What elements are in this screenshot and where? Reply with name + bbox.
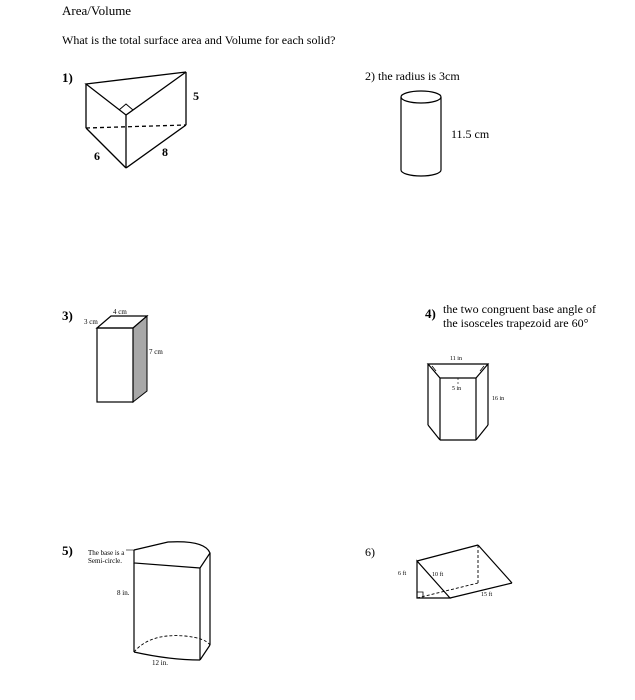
cylinder-height-label: 11.5 cm (451, 127, 490, 141)
problem-4-caption-line2: the isosceles trapezoid are 60° (443, 316, 589, 330)
problem-6-number: 6) (365, 545, 375, 559)
question-text: What is the total surface area and Volume for each solid? (62, 33, 336, 47)
problem-1-number: 1) (62, 70, 73, 85)
rect-length-label: 4 cm (113, 308, 127, 316)
trap-height-label: 16 in (492, 396, 505, 402)
half-cyl-height-label: 8 in. (117, 589, 130, 597)
wedge-length-label: 15 ft (481, 592, 493, 598)
wedge-height-label: 6 ft (398, 571, 407, 577)
prism-label-6: 6 (94, 149, 100, 163)
problem-2-caption-text: the radius is 3cm (378, 69, 460, 83)
problem-5-caption-line2: Semi-circle. (88, 557, 123, 565)
problem-3-number: 3) (62, 308, 73, 323)
rect-width-label: 3 cm (84, 318, 98, 326)
rect-height-label: 7 cm (149, 348, 163, 356)
problem-2-number: 2) (365, 69, 375, 83)
page-title: Area/Volume (62, 3, 132, 18)
prism-label-8: 8 (162, 145, 168, 159)
trap-top-label: 11 in (450, 356, 462, 362)
problem-5-number: 5) (62, 543, 73, 558)
trap-side-label: 5 in (452, 386, 462, 392)
problem-5-caption-line1: The base is a (88, 549, 125, 557)
wedge-hypotenuse-label: 10 ft (432, 572, 444, 578)
problem-4-caption-line1: the two congruent base angle of (443, 302, 596, 316)
half-cyl-diameter-label: 12 in. (152, 659, 168, 667)
prism-label-5: 5 (193, 89, 199, 103)
problem-4-number: 4) (425, 306, 436, 321)
wedge-front-triangle (417, 561, 450, 598)
